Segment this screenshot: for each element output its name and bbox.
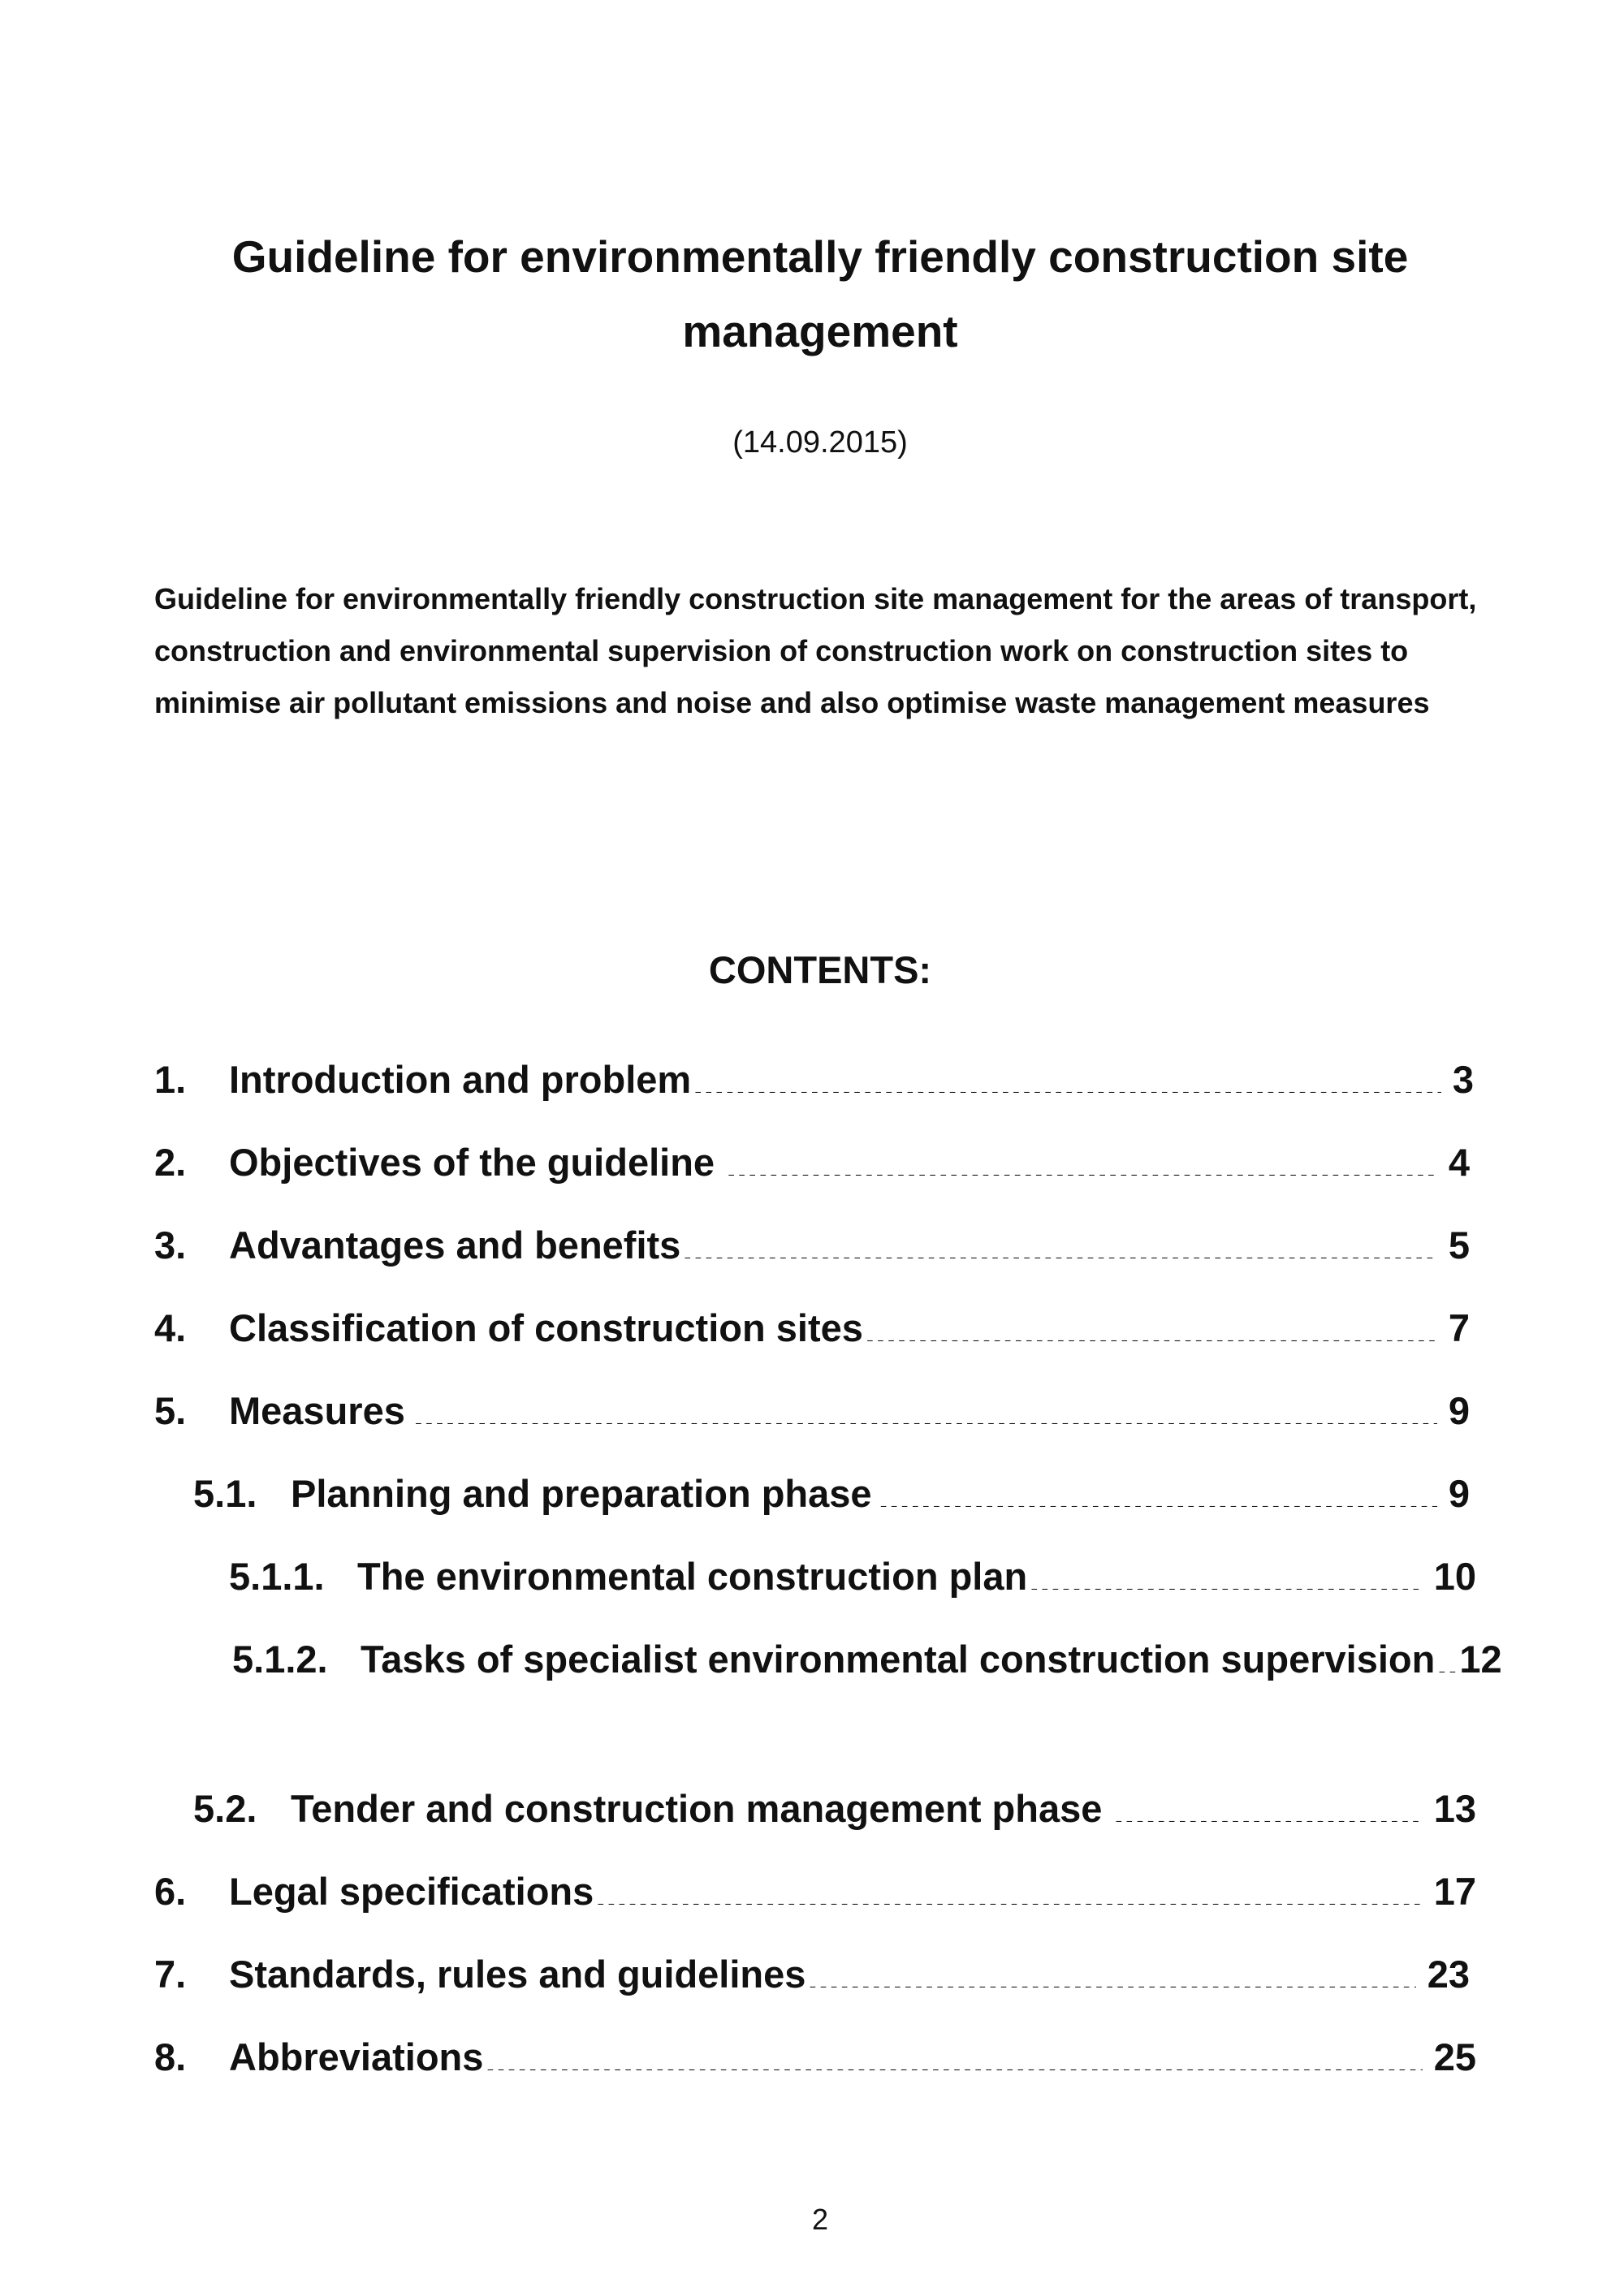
toc-entry-1[interactable] [154, 1055, 1474, 1104]
toc-entry-number: 1. [154, 1058, 187, 1101]
toc-entry-4[interactable] [154, 1304, 1470, 1353]
toc-entry-5-1-1[interactable] [229, 1552, 1476, 1601]
toc-entry-3[interactable] [154, 1221, 1470, 1270]
toc-entry-number: 5.1.2. [232, 1638, 328, 1681]
toc-dot-leader [726, 1151, 1437, 1176]
toc-entry-number: 5.1. [193, 1472, 257, 1515]
toc-entry-title: Legal specifications [229, 1870, 594, 1913]
toc-entry-title: Planning and preparation phase [291, 1472, 872, 1515]
toc-dot-leader [807, 1963, 1415, 1987]
toc-entry-page: 23 [1427, 1953, 1470, 1996]
toc-entry-5-2[interactable] [193, 1785, 1476, 1833]
contents-heading: CONTENTS: [708, 948, 932, 991]
document-intro: Guideline for environmentally friendly construction site management for the areas of transport, construction and environmental supervision of construction work on construction sites to minimise air pollutant emissions and noise and also optimise waste management measures [154, 582, 1477, 719]
toc-entry-5-1[interactable] [193, 1470, 1470, 1518]
toc-dot-leader [1436, 1648, 1458, 1672]
document-date: (14.09.2015) [732, 425, 908, 460]
toc-dot-leader [595, 1880, 1422, 1905]
toc-dot-leader [1113, 1798, 1422, 1822]
toc-entry-page: 17 [1433, 1870, 1476, 1913]
toc-entry-page: 9 [1448, 1389, 1470, 1432]
toc-entry-number: 6. [154, 1870, 187, 1913]
toc-entry-title: Tasks of specialist environmental construction supervision [361, 1638, 1436, 1681]
toc-entry-title: Tender and construction management phase [291, 1787, 1103, 1830]
toc-dot-leader [865, 1317, 1437, 1341]
toc-entry-page: 25 [1433, 2035, 1476, 2078]
toc-entry-title: Classification of construction sites [229, 1306, 863, 1349]
toc-entry-7[interactable] [154, 1950, 1470, 1999]
toc-dot-leader [485, 2046, 1422, 2070]
toc-entry-title: Measures [229, 1389, 405, 1432]
toc-entry-number: 8. [154, 2035, 187, 2078]
toc-entry-number: 5. [154, 1389, 187, 1432]
toc-entry-page: 9 [1448, 1472, 1470, 1515]
toc-entry-title: Objectives of the guideline [229, 1141, 715, 1184]
toc-entry-page: 7 [1448, 1306, 1470, 1349]
toc-entry-page: 3 [1452, 1058, 1474, 1101]
toc-dot-leader [413, 1400, 1437, 1424]
toc-entry-5[interactable] [154, 1387, 1470, 1435]
toc-entry-number: 3. [154, 1224, 187, 1267]
toc-entry-title: Advantages and benefits [229, 1224, 681, 1267]
toc-entry-title: Abbreviations [229, 2035, 484, 2078]
toc-entry-page: 5 [1448, 1224, 1470, 1267]
toc-entry-page: 13 [1433, 1787, 1476, 1830]
toc-entry-page: 12 [1459, 1638, 1502, 1681]
toc-entry-number: 5.2. [193, 1787, 257, 1830]
toc-entry-page: 4 [1448, 1141, 1470, 1184]
toc-dot-leader [693, 1068, 1441, 1093]
document-title: Guideline for environmentally friendly construction site management [231, 231, 1409, 356]
toc-entry-number: 2. [154, 1141, 187, 1184]
toc-entry-number: 5.1.1. [229, 1555, 325, 1598]
toc-entry-number: 4. [154, 1306, 187, 1349]
toc-entry-title: The environmental construction plan [357, 1555, 1028, 1598]
page-number: 2 [811, 2203, 829, 2236]
toc-entry-number: 7. [154, 1953, 187, 1996]
toc-entry-title: Standards, rules and guidelines [229, 1953, 806, 1996]
toc-dot-leader [1029, 1565, 1423, 1590]
toc-dot-leader [682, 1234, 1437, 1258]
toc-entry-5-1-2[interactable] [232, 1635, 1515, 1684]
toc-entry-title: Introduction and problem [229, 1058, 692, 1101]
toc-dot-leader [879, 1482, 1437, 1507]
toc-entry-page: 10 [1433, 1555, 1476, 1598]
toc-entry-2[interactable] [154, 1138, 1470, 1187]
toc-entry-6[interactable] [154, 1867, 1476, 1916]
toc-entry-8[interactable] [154, 2033, 1476, 2082]
